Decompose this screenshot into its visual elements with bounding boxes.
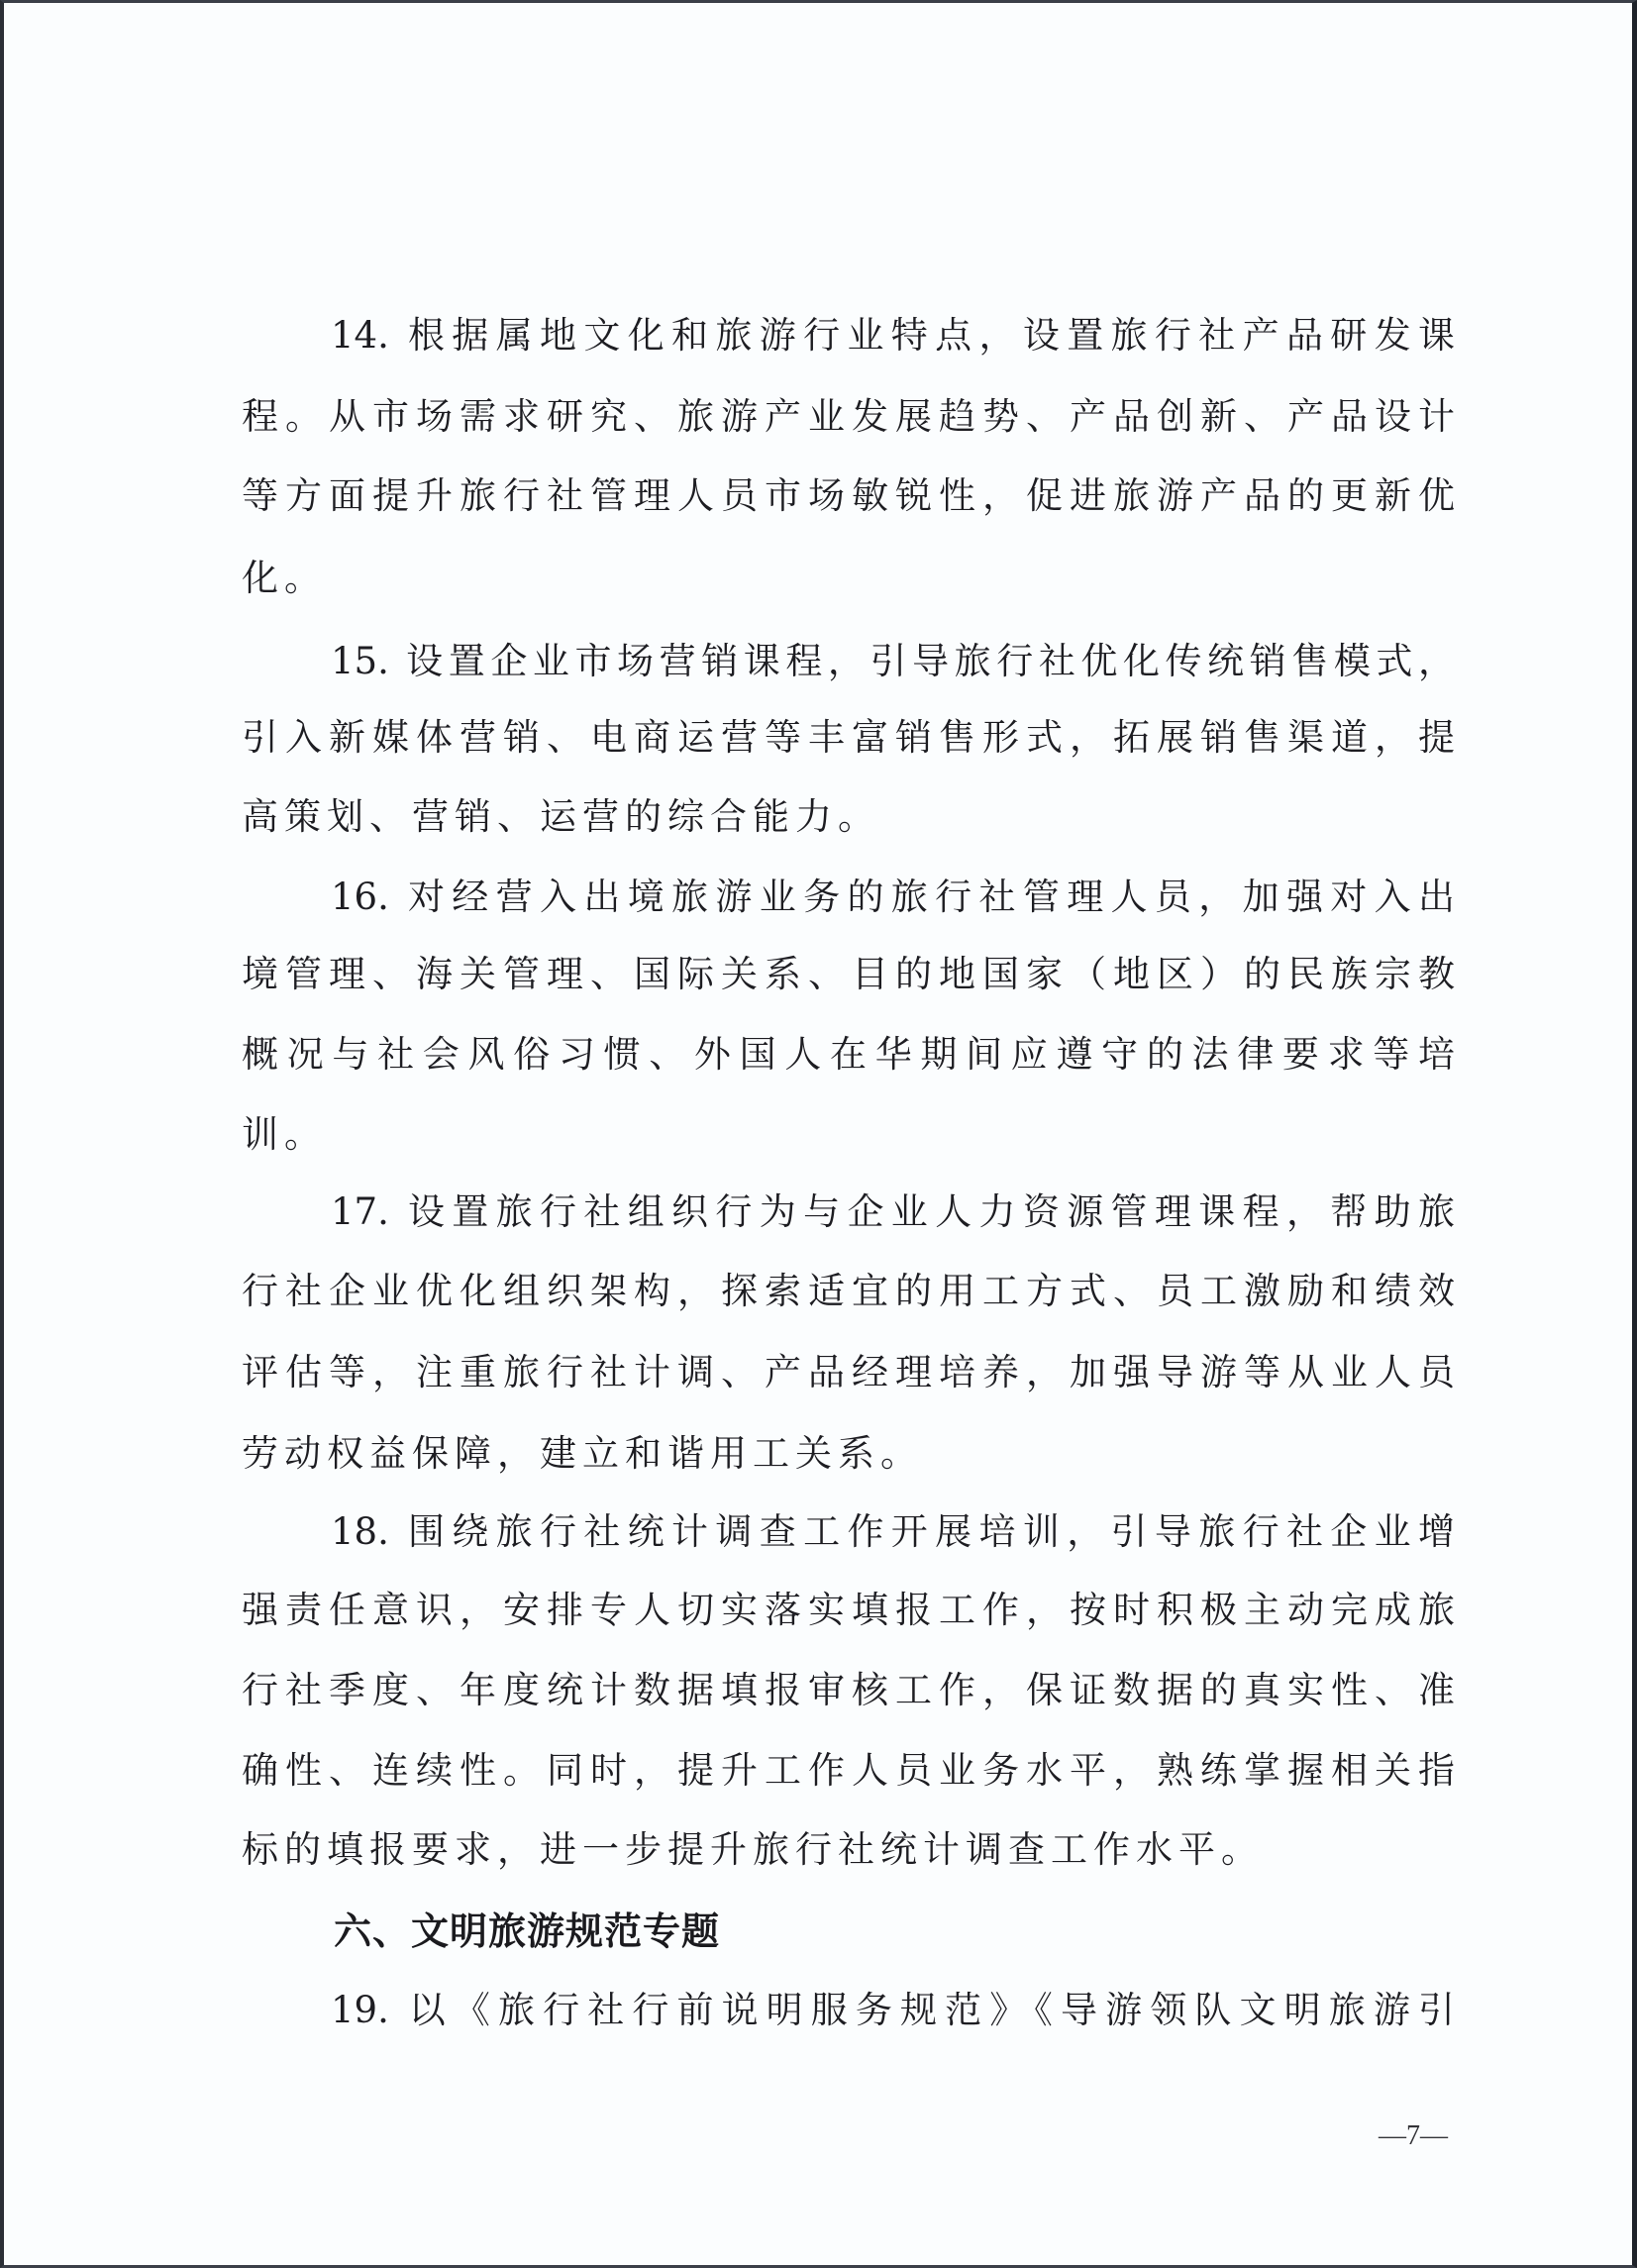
- paragraph-line: 劳动权益保障，建立和谐用工关系。: [242, 1432, 923, 1475]
- paragraph-line: 15. 设置企业市场营销课程，引导旅行社优化传统销售模式，: [331, 640, 1455, 682]
- paragraph-line: 14. 根据属地文化和旅游行业特点，设置旅行社产品研发课: [331, 314, 1455, 357]
- paragraph-line: 行社季度、年度统计数据填报审核工作，保证数据的真实性、准: [242, 1669, 1455, 1711]
- paragraph-line: 18. 围绕旅行社统计调查工作开展培训，引导旅行社企业增: [331, 1510, 1455, 1553]
- paragraph-line: 引入新媒体营销、电商运营等丰富销售形式，拓展销售渠道，提: [242, 716, 1455, 759]
- paragraph-line: 行社企业优化组织架构，探索适宜的用工方式、员工激励和绩效: [242, 1270, 1455, 1312]
- paragraph-line: 境管理、海关管理、国际关系、目的地国家（地区）的民族宗教: [242, 953, 1455, 995]
- paragraph-line: 16. 对经营入出境旅游业务的旅行社管理人员，加强对入出: [331, 876, 1455, 918]
- paragraph-line: 概况与社会风俗习惯、外国人在华期间应遵守的法律要求等培: [242, 1033, 1455, 1076]
- paragraph-line: 等方面提升旅行社管理人员市场敏锐性，促进旅游产品的更新优: [242, 474, 1455, 517]
- paragraph-line: 17. 设置旅行社组织行为与企业人力资源管理课程，帮助旅: [331, 1190, 1455, 1233]
- paragraph-line: 标的填报要求，进一步提升旅行社统计调查工作水平。: [242, 1828, 1264, 1871]
- page-number: —7—: [1379, 2120, 1448, 2151]
- paragraph-line: 确性、连续性。同时，提升工作人员业务水平，熟练掌握相关指: [242, 1749, 1455, 1792]
- section-heading: 六、文明旅游规范专题: [334, 1909, 721, 1953]
- paragraph-line: 评估等，注重旅行社计调、产品经理培养，加强导游等从业人员: [242, 1351, 1455, 1393]
- paragraph-line: 训。: [242, 1113, 327, 1156]
- paragraph-line: 19. 以《旅行社行前说明服务规范》《导游领队文明旅游引: [331, 1989, 1455, 2031]
- paragraph-line: 程。从市场需求研究、旅游产业发展趋势、产品创新、产品设计: [242, 395, 1455, 438]
- paragraph-line: 化。: [242, 557, 327, 599]
- paragraph-line: 高策划、营销、运营的综合能力。: [242, 795, 880, 838]
- paragraph-line: 强责任意识，安排专人切实落实填报工作，按时积极主动完成旅: [242, 1589, 1455, 1631]
